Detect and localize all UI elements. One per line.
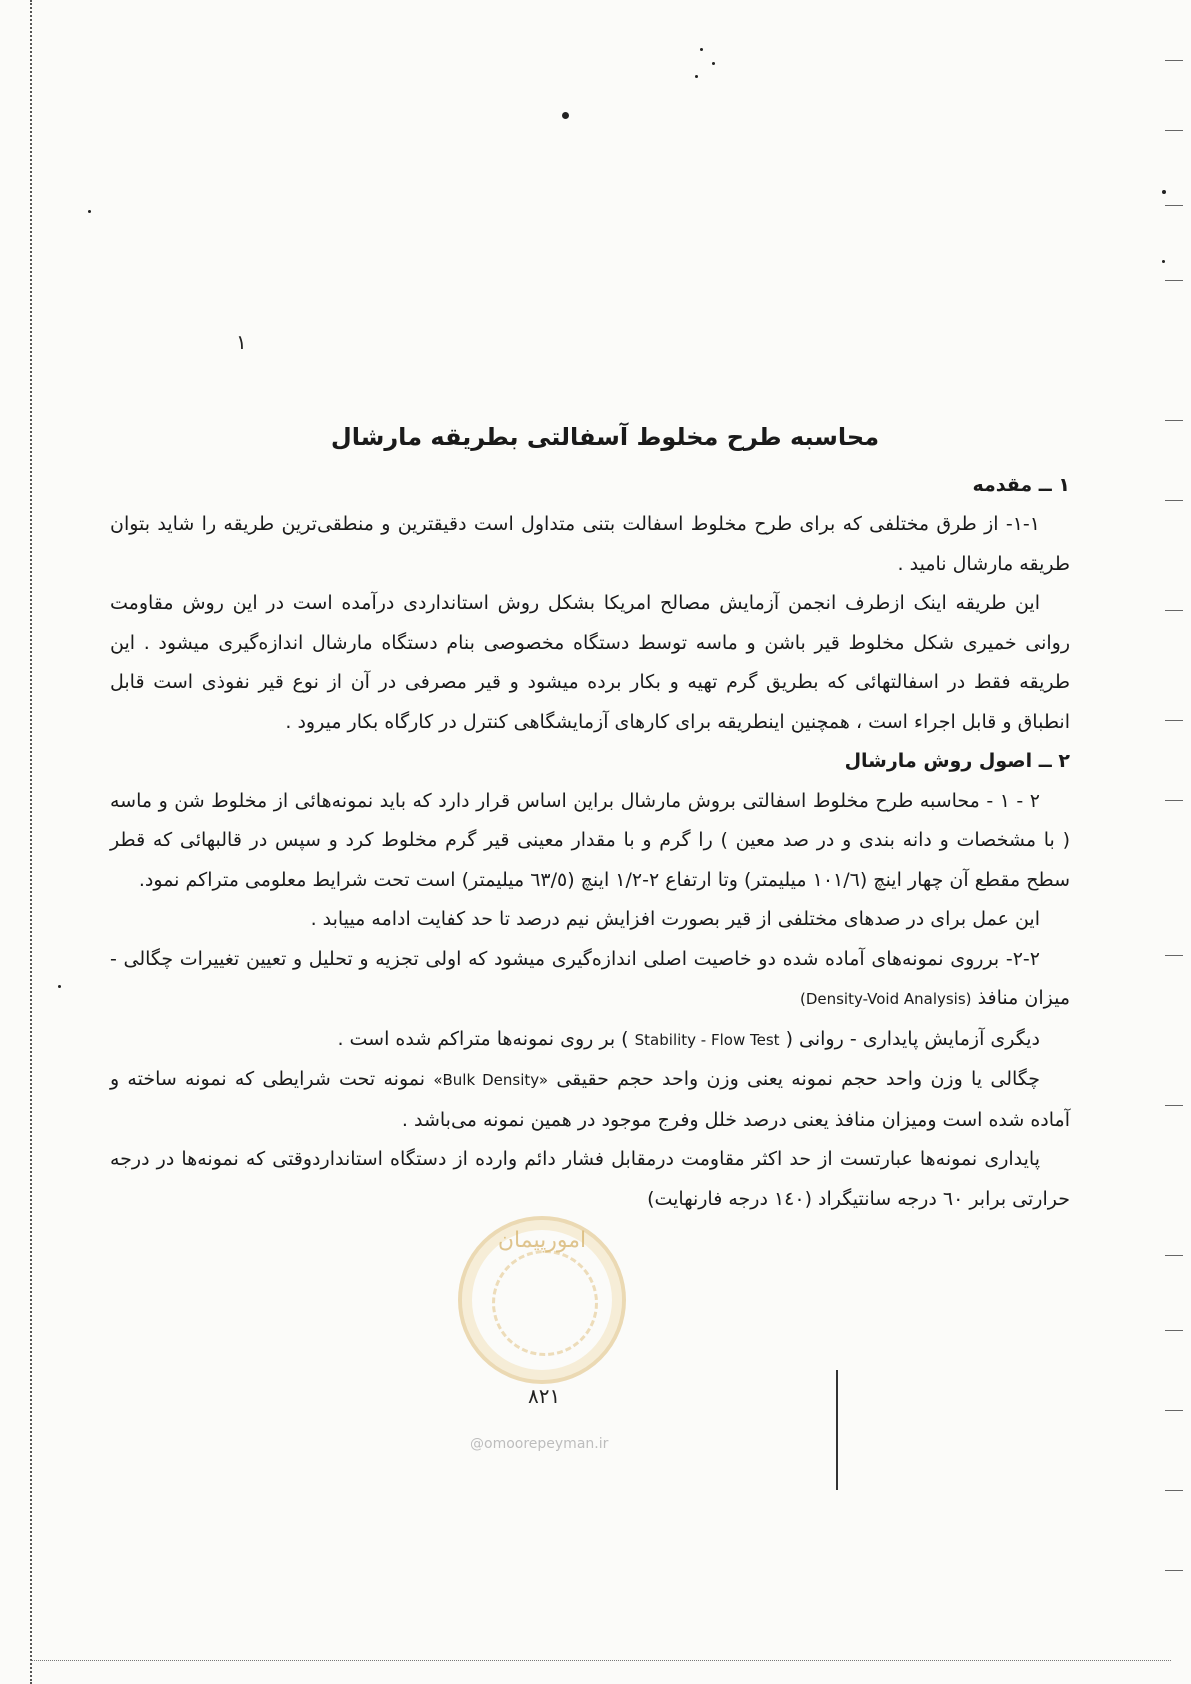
scan-speck [1162,190,1166,194]
right-scan-mark [1165,60,1183,61]
right-scan-mark [1165,1410,1183,1411]
bottom-scan-edge [30,1660,1171,1661]
document-body [110,418,1070,1219]
watermark-website: @omoorepeyman.ir [470,1436,609,1452]
right-scan-mark [1165,955,1183,956]
paragraph-text: نمونه تحت شرایطی که نمونه ساخته و آماده شده است ومیزان منافذ یعنی درصد خلل وفرج موجود در همین نمونه می‌باشد . [110,1068,1070,1131]
scan-speck [88,210,91,213]
right-scan-mark [1165,1490,1183,1491]
right-scan-mark [1165,1570,1183,1571]
paragraph-text: دیگری آزمایش پایداری - روانی ( [785,1027,1040,1050]
right-scan-mark [1165,610,1183,611]
scan-speck [695,75,698,78]
scan-speck [58,985,61,988]
scan-speck [700,48,703,51]
right-scan-mark [1165,1255,1183,1256]
stamp-text: امورپیمان [497,1228,587,1253]
paragraph [110,1020,1070,1061]
english-term: (Density-Void Analysis) [799,990,972,1008]
watermark-stamp [458,1216,626,1384]
scan-speck [562,112,569,119]
scan-vertical-line [836,1370,838,1490]
section-heading-introduction: ١ ــ مقدمه [972,473,1070,496]
paragraph: ٢ - ١ - محاسبه طرح مخلوط اسفالتی بروش مارشال براین اساس قرار دارد که باید نمونه‌هائی از مخلوط شن و ماسه ( با مشخصات و دانه بندی و در صد معین ) را گرم و با مقدار معینی قیر گرم مخلوط کرد و سپس در قالبهائی که قطر سطح مقطع آن چهار اینچ (١٠١/٦ میلیمتر) وتا ارتفاع ٢-١/٢ اینچ (٦٣/٥ میلیمتر) است تحت شرایط معلومی متراکم نمود. [110,789,1070,891]
right-scan-mark [1165,130,1183,131]
paragraph: پایداری نمونه‌ها عبارتست از حد اکثر مقاومت درمقابل فشار دائم وارده از دستگاه استانداردوقتی که نمونه‌ها در درجه حرارتی برابر ٦٠ درجه سانتیگراد (١٤٠ درجه فارنهایت) [110,1148,1070,1210]
english-term: Stability - Flow Test [634,1030,780,1049]
document-title: محاسبه طرح مخلوط آسفالتی بطریقه مارشال [330,423,880,451]
page-corner-mark: ١ [236,330,247,354]
page-number: ٨٢١ [528,1384,561,1408]
scan-speck [712,62,715,65]
paragraph-text: ٢-٢- برروی نمونه‌های آماده شده دو خاصیت اصلی اندازه‌گیری میشود که اولی تجزیه و تحلیل و تعیین تغییرات چگالی - میزان منافذ [110,947,1070,1009]
paragraph-text: چگالی یا وزن واحد حجم نمونه یعنی وزن واحد حجم حقیقی [556,1068,1041,1090]
paragraph: ١-١- از طرق مختلفی که برای طرح مخلوط اسفالت بتنی متداول است دقیقترین و منطقی‌ترین طریقه را شاید بتوان طریقه مارشال نامید . [110,513,1070,575]
paragraph: این طریقه اینک ازطرف انجمن آزمایش مصالح امریکا بشکل روش استانداردی درآمده است در این روش مقاومت روانی خمیری شکل مخلوط قیر باشن و ماسه توسط دستگاه مخصوصی بنام دستگاه مارشال اندازه‌گیری میشود . این طریقه فقط در اسفالتهائی که بطریق گرم تهیه و بکار برده میشود و قیر مصرفی در آن از نوع قیر نفوذی است قابل انطباق و قابل اجراء است ، همچنین اینطریقه برای کارهای آزمایشگاهی کنترل در کارگاه بکار میرود . [110,592,1070,733]
scan-speck [1162,260,1165,263]
right-scan-mark [1165,500,1183,501]
left-scan-edge [30,0,32,1684]
right-scan-mark [1165,1105,1183,1106]
right-scan-mark [1165,420,1183,421]
right-scan-mark [1165,280,1183,281]
paragraph: این عمل برای در صدهای مختلفی از قیر بصورت افزایش نیم درصد تا حد کفایت ادامه مییابد . [310,908,1040,930]
right-scan-mark [1165,720,1183,721]
paragraph-text: ) بر روی نمونه‌ها متراکم شده است . [337,1027,629,1050]
stamp-emblem [492,1250,598,1356]
right-scan-mark [1165,1330,1183,1331]
right-scan-mark [1165,205,1183,206]
section-heading-marshall-principles: ٢ ــ اصول روش مارشال [844,750,1070,772]
paragraph [110,940,1070,1020]
paragraph [110,1060,1070,1140]
english-term: «Bulk Density» [433,1071,549,1089]
right-scan-mark [1165,800,1183,801]
